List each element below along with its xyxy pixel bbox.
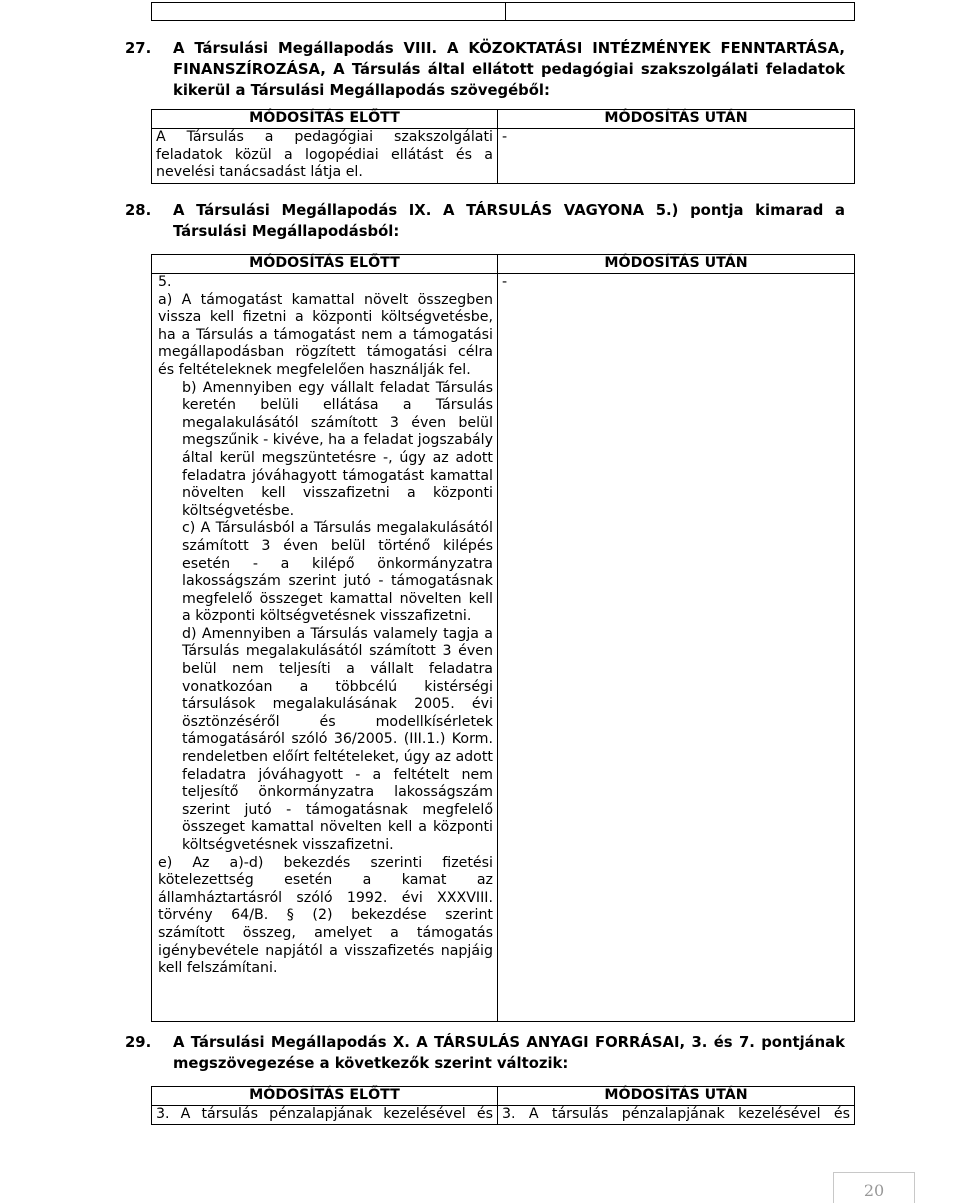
- section-29-number: 29.: [125, 1034, 152, 1051]
- section-28-heading: [125, 200, 845, 242]
- after-text-cell: -: [498, 129, 855, 184]
- after-header: MÓDOSÍTÁS UTÁN: [498, 110, 855, 129]
- after-header: MÓDOSÍTÁS UTÁN: [498, 1087, 855, 1106]
- section-27-text: A Társulási Megállapodás VIII. A KÖZOKTATÁSI INTÉZMÉNYEK FENNTARTÁSA, FINANSZÍROZÁSA, A Társulás által ellátott pedagógiai szakszolgálati feladatok kikerül a Társulási Megállapodás szövegéből:: [173, 40, 845, 99]
- before-text-cell: A Társulás a pedagógiai szakszolgálati feladatok közül a logopédiai ellátást és a nevelési tanácsadást látja el.: [152, 129, 498, 184]
- before-text-cell: [152, 274, 498, 1022]
- before-header: MÓDOSÍTÁS ELŐTT: [152, 110, 498, 129]
- section-29-table: [151, 1086, 855, 1125]
- before-header: MÓDOSÍTÁS ELŐTT: [152, 1087, 498, 1106]
- section-27-table: [151, 109, 855, 184]
- paragraph-b: b) Amennyiben egy vállalt feladat Társulás keretén belüli ellátása a Társulás megalakulásától számított 3 éven belül megszűnik - kivéve, ha a feladat jogszabály által kerül megszüntetésre -, úgy az adott feladatra jóváhagyott támogatást kamattal növelten kell visszafizetni a központi költségvetésbe.: [182, 379, 493, 519]
- point-number: 5.: [158, 274, 172, 290]
- section-27-number: 27.: [125, 40, 152, 57]
- paragraph-e: e) Az a)-d) bekezdés szerinti fizetési kötelezettség esetén a kamat az államháztartásról szóló 1992. évi XXXVIII. törvény 64/B. § (2) bekezdése szerint számított összeg, amelyet a támogatás igénybevétele napjától a visszafizetés napjáig kell felszámítani.: [158, 854, 493, 977]
- previous-page-table-fragment: [151, 2, 855, 21]
- page-number-box: [833, 1172, 915, 1203]
- section-28-table: [151, 254, 855, 1022]
- section-29-text: A Társulási Megállapodás X. A TÁRSULÁS ANYAGI FORRÁSAI, 3. és 7. pontjának megszövegezése a következők szerint változik:: [173, 1034, 845, 1072]
- page-number: 20: [863, 1181, 885, 1200]
- after-text-cell: -: [498, 274, 855, 1022]
- section-29-heading: [125, 1032, 845, 1074]
- before-text-cell: 3. A társulás pénzalapjának kezelésével és: [152, 1106, 498, 1125]
- after-text-cell: 3. A társulás pénzalapjának kezelésével és: [498, 1106, 855, 1125]
- after-header: MÓDOSÍTÁS UTÁN: [498, 255, 855, 274]
- before-header: MÓDOSÍTÁS ELŐTT: [152, 255, 498, 274]
- paragraph-a: a) A támogatást kamattal növelt összegben vissza kell fizetni a központi költségvetésbe, ha a Társulás a támogatást nem a támogatási megállapodásban rögzített támogatási célra és feltételeknek megfelelően használják fel.: [158, 291, 493, 378]
- section-28-number: 28.: [125, 202, 152, 219]
- section-28-text: A Társulási Megállapodás IX. A TÁRSULÁS VAGYONA 5.) pontja kimarad a Társulási Megállapodásból:: [173, 202, 845, 240]
- section-27-heading: [125, 38, 845, 101]
- paragraph-d: d) Amennyiben a Társulás valamely tagja a Társulás megalakulásától számított 3 éven belül nem teljesíti a vállalt feladatra vonatkozóan a többcélú kistérségi társulások megalakulásának 2005. évi ösztönzéséről és modellkísérletek támogatásáról szóló 36/2005. (III.1.) Korm. rendeletben előírt feltételeket, úgy az adott feladatra jóváhagyott - a feltételt nem teljesítő önkormányzatra lakosságszám szerint jutó - támogatásnak megfelelő összeget kamattal növelten kell a központi költségvetésnek visszafizetni.: [182, 625, 493, 853]
- paragraph-c: c) A Társulásból a Társulás megalakulásától számított 3 éven belül történő kilépés esetén - a kilépő önkormányzatra lakosságszám szerint jutó - támogatásnak megfelelő összeget kamattal növelten kell a központi költségvetésnek visszafizetni.: [182, 520, 493, 625]
